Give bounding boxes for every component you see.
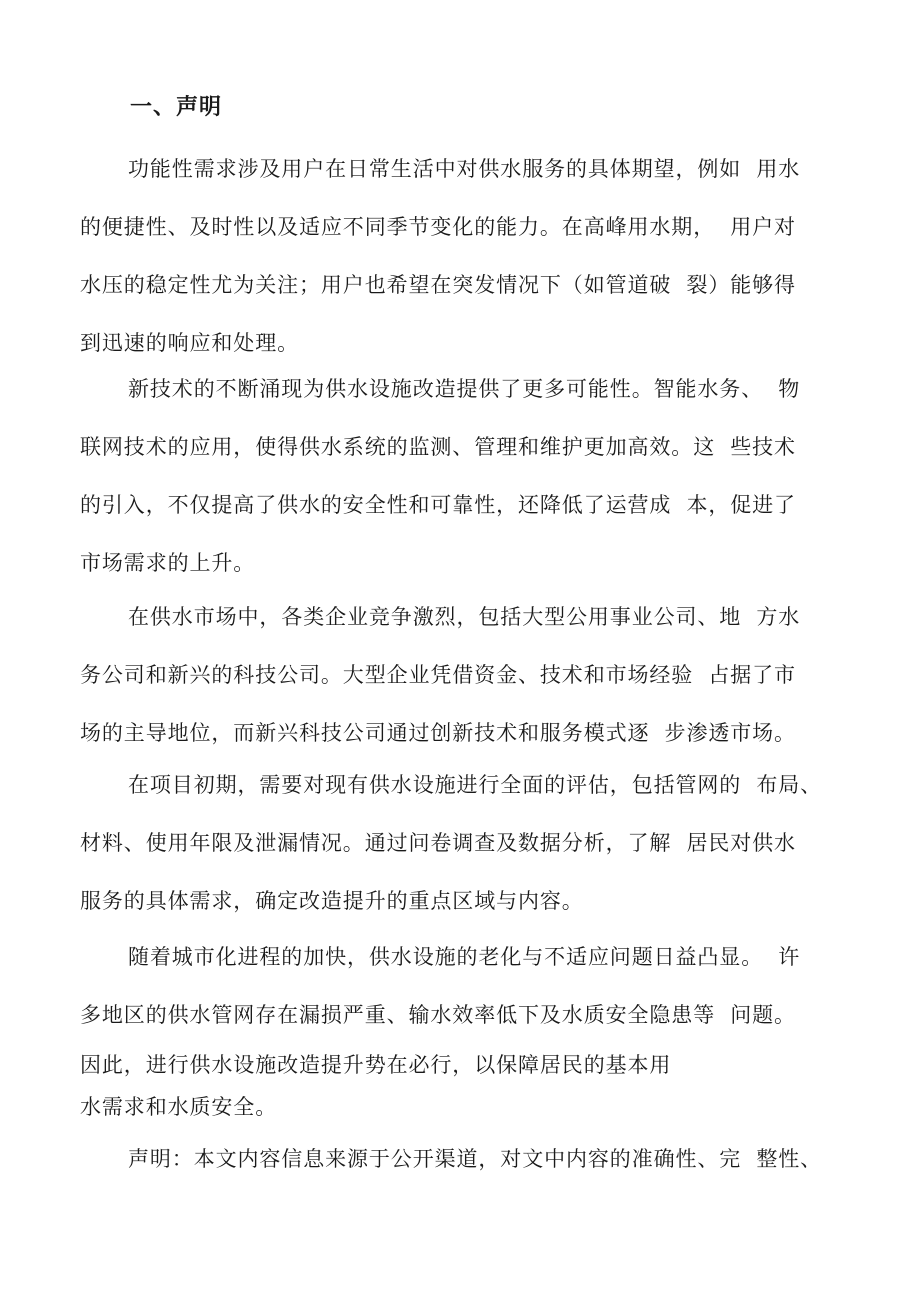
paragraph-new-technology	[80, 360, 860, 592]
paragraph-project-assessment	[80, 756, 860, 930]
paragraph-line: 市场需求的上升。	[80, 551, 256, 575]
paragraph-line: 的引入，不仅提高了供水的安全性和可靠性，还降低了运营成 本，促进了	[80, 493, 796, 517]
paragraph-line: 在项目初期，需要对现有供水设施进行全面的评估，包括管网的 布局、	[128, 773, 823, 797]
paragraph-line: 水压的稳定性尤为关注；用户也希望在突发情况下（如管道破 裂）能够得	[80, 273, 796, 297]
paragraph-line: 功能性需求涉及用户在日常生活中对供水服务的具体期望，例如 用水	[128, 157, 801, 181]
paragraph-urbanization	[80, 928, 860, 1128]
paragraph-line: 场的主导地位，而新兴科技公司通过创新技术和服务模式逐 步渗透市场。	[80, 721, 796, 745]
paragraph-line: 务公司和新兴的科技公司。大型企业凭借资金、技术和市场经验 占据了市	[80, 663, 796, 687]
section-heading: 一、声明	[130, 94, 223, 120]
paragraph-functional-needs	[80, 140, 860, 372]
paragraph-line: 水需求和水质安全。	[80, 1095, 278, 1119]
paragraph-market-competition	[80, 588, 860, 762]
paragraph-line: 材料、使用年限及泄漏情况。通过问卷调查及数据分析，了解 居民对供水	[80, 831, 796, 855]
paragraph-line: 联网技术的应用，使得供水系统的监测、管理和维护更加高效。这 些技术	[80, 435, 796, 459]
paragraph-line: 在供水市场中，各类企业竞争激烈，包括大型公用事业公司、地 方水	[128, 605, 801, 629]
paragraph-line: 新技术的不断涌现为供水设施改造提供了更多可能性。智能水务、 物	[128, 377, 801, 401]
paragraph-line: 多地区的供水管网存在漏损严重、输水效率低下及水质安全隐患等 问题。	[80, 1003, 796, 1027]
paragraph-line: 因此，进行供水设施改造提升势在必行，以保障居民的基本用	[80, 1053, 672, 1077]
paragraph-disclaimer	[80, 1130, 860, 1188]
paragraph-line: 随着城市化进程的加快，供水设施的老化与不适应问题日益凸显。 许	[128, 945, 801, 969]
paragraph-line: 到迅速的响应和处理。	[80, 331, 299, 355]
paragraph-line: 服务的具体需求，确定改造提升的重点区域与内容。	[80, 889, 584, 913]
paragraph-line: 声明：本文内容信息来源于公开渠道，对文中内容的准确性、完 整性、	[128, 1147, 823, 1171]
paragraph-line: 的便捷性、及时性以及适应不同季节变化的能力。在高峰用水期， 用户对	[80, 215, 796, 239]
